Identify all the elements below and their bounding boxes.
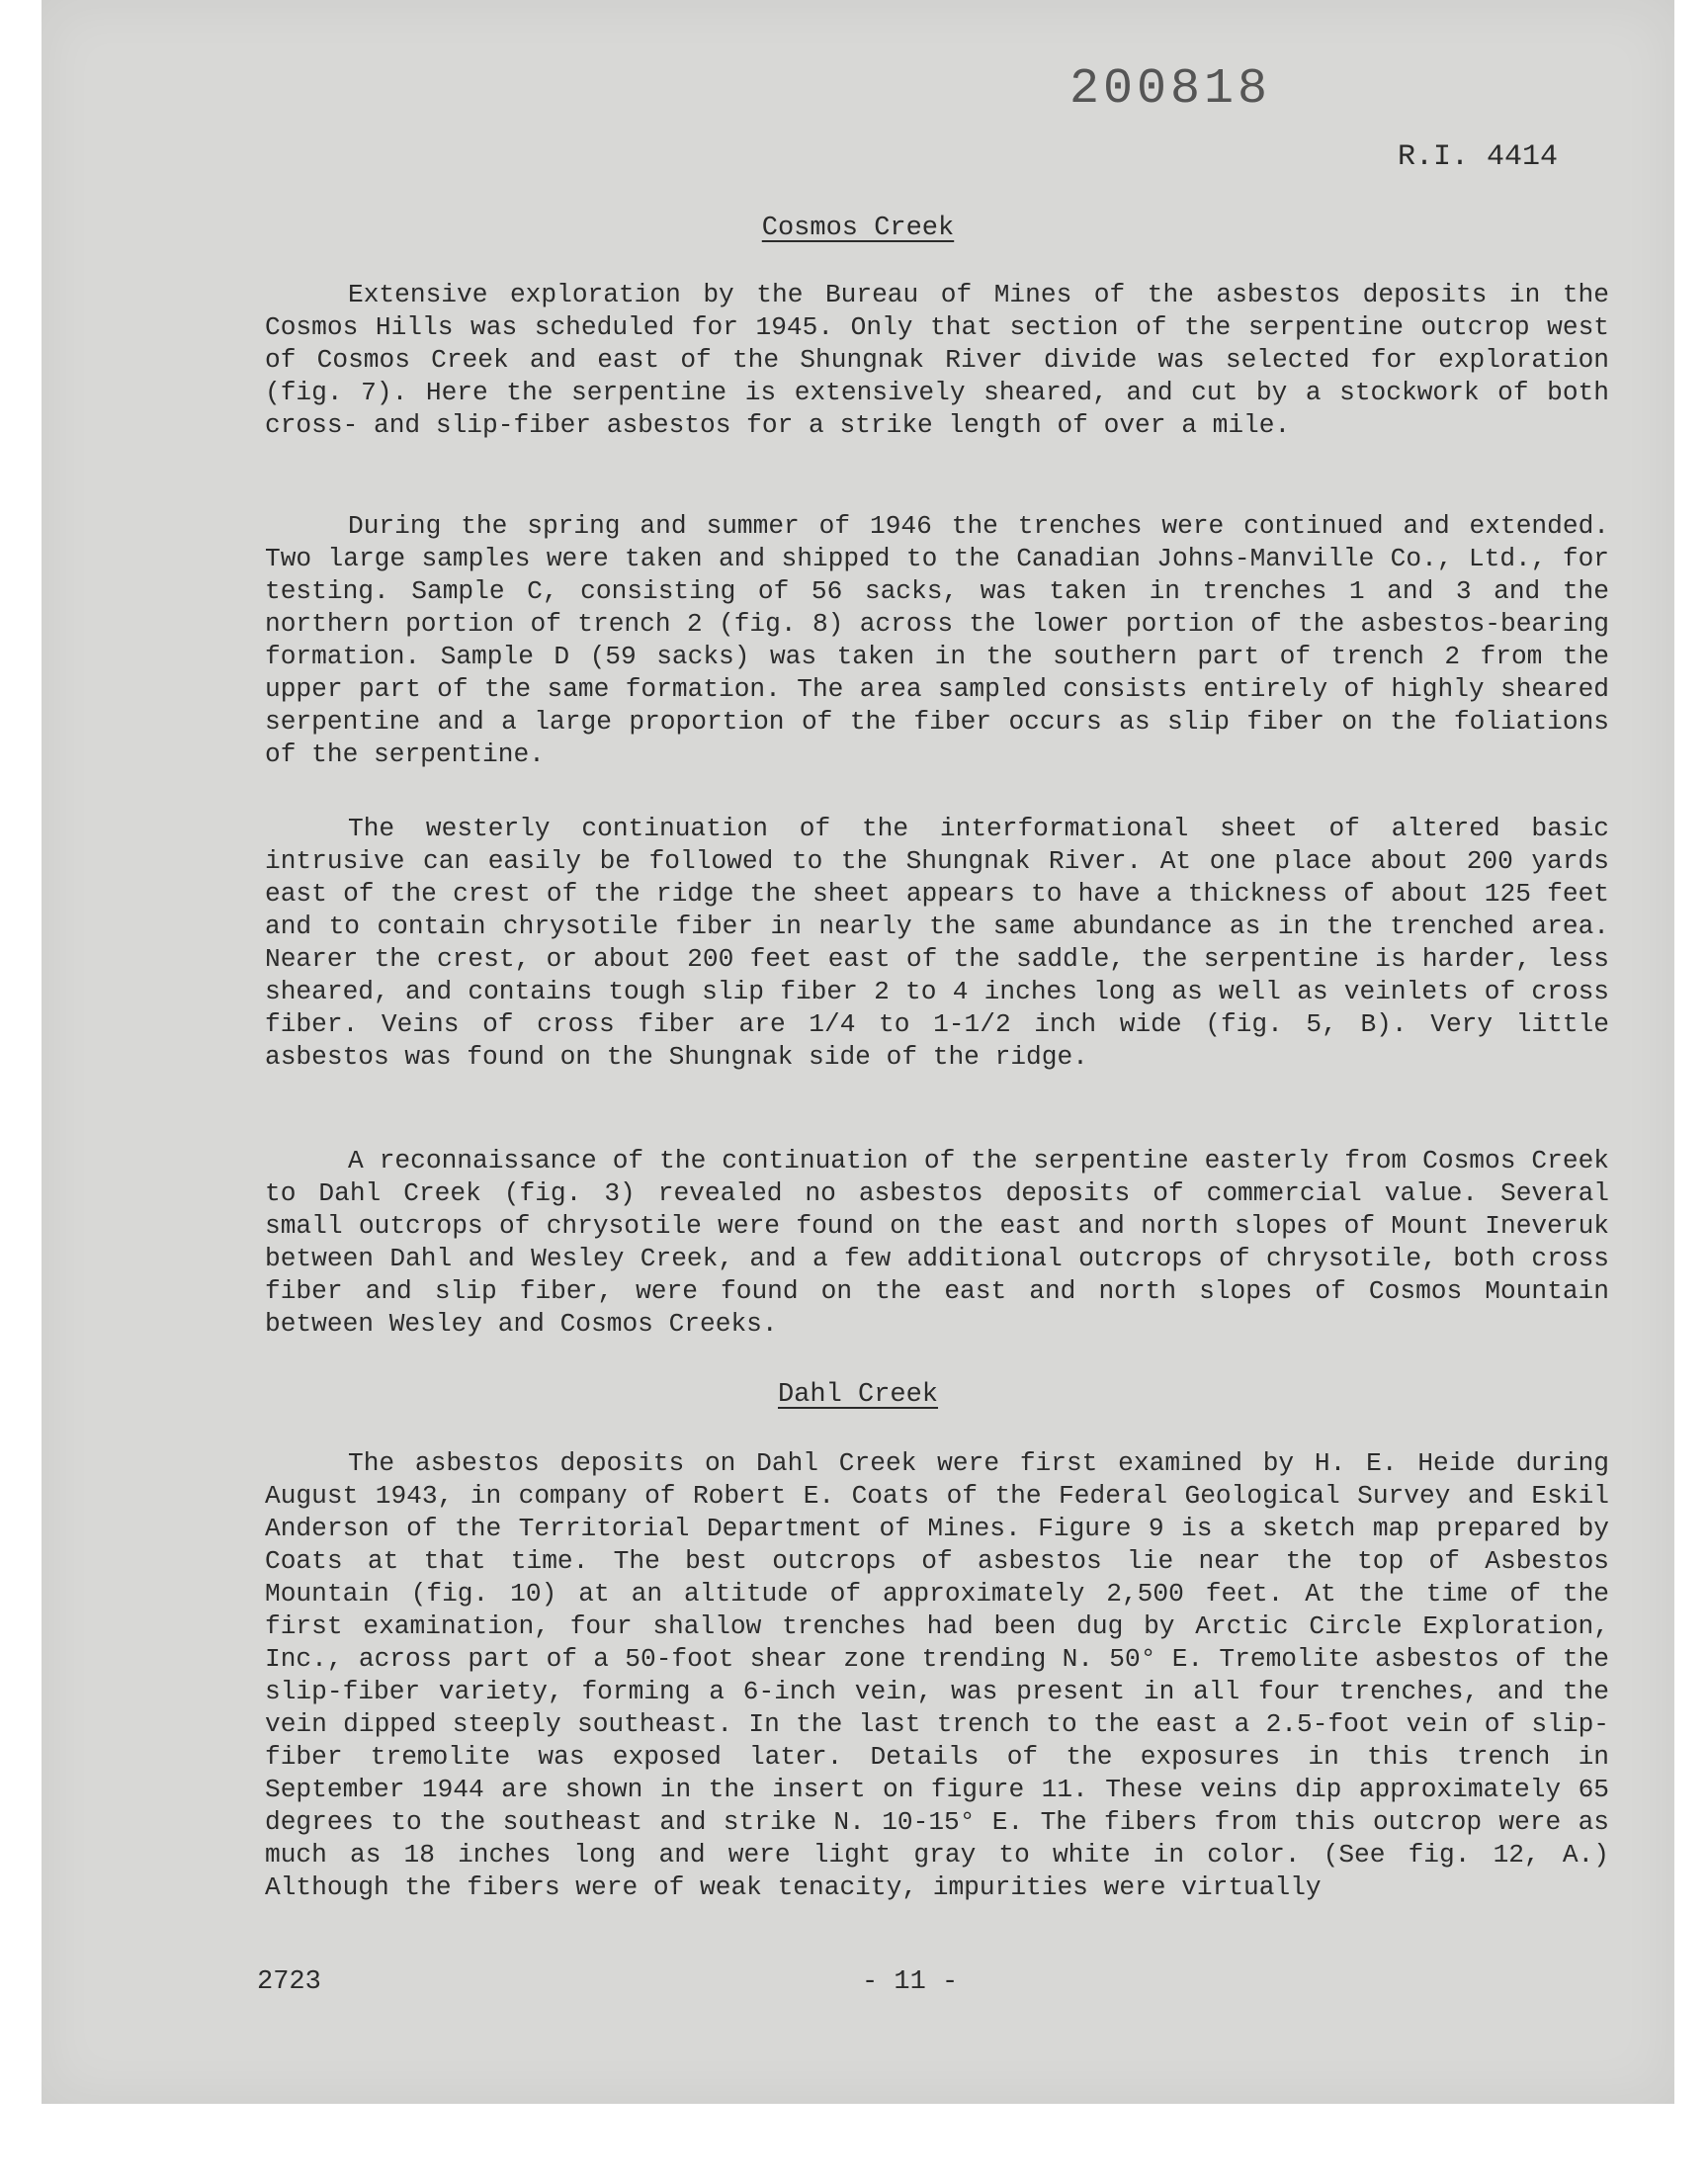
paragraph: A reconnaissance of the continuation of the serpentine easterly from Cosmos Creek to Dahl Creek (fig. 3) revealed no asbestos deposits of commercial value. Several small outcrops of chrysotile were found on the east and north slopes of Mount Ineveruk between Dahl and Wesley Creek, and a few additional outcrops of chrysotile, both cross fiber and slip fiber, were found on the east and north slopes of Cosmos Mountain between Wesley and Cosmos Creeks. — [265, 1146, 1609, 1339]
report-id: R.I. 4414 — [1398, 140, 1559, 174]
document-page — [42, 0, 1674, 2104]
paragraph: The asbestos deposits on Dahl Creek were first examined by H. E. Heide during August 1943, in company of Robert E. Coats of the Federal Geological Survey and Eskil Anderson of the Territorial Department of Mines. Figure 9 is a sketch map prepared by Coats at that time. The best outcrops of asbestos lie near the top of Asbestos Mountain (fig. 10) at an altitude of approximately 2,500 feet. At the time of the first examination, four shallow trenches had been dug by Arctic Circle Exploration, Inc., across part of a 50-foot shear zone trending N. 50° E. Tremolite asbestos of the slip-fiber variety, forming a 6-inch vein, was present in all four trenches, and the vein dipped steeply southeast. In the last trench to the east a 2.5-foot vein of slip-fiber tremolite was exposed later. Details of the exposures in this trench in September 1944 are shown in the insert on figure 11. These veins dip approximately 65 degrees to the southeast and strike N. 10-15° E. The fibers from this outcrop were as much as 18 inches long and were light gray to white in color. (See fig. 12, A.) Although the fibers were of weak tenacity, impurities were virtually — [265, 1448, 1609, 1902]
section-heading-dahl-creek: Dahl Creek — [777, 1380, 939, 1410]
section-heading-cosmos-creek: Cosmos Creek — [761, 214, 955, 243]
document-number: 2723 — [257, 1967, 321, 1997]
paragraph: During the spring and summer of 1946 the trenches were continued and extended. Two large samples were taken and shipped to the Canadian Johns-Manville Co., Ltd., for testing. Sample C, consisting of 56 sacks, was taken in trenches 1 and 3 and the northern portion of trench 2 (fig. 8) across the lower portion of the asbestos-bearing formation. Sample D (59 sacks) was taken in the southern part of trench 2 from the upper part of the same formation. The area sampled consists entirely of highly sheared serpentine and a large proportion of the fiber occurs as slip fiber on the foliations of the serpentine. — [265, 511, 1609, 769]
page-number: - 11 - — [862, 1967, 959, 1997]
paragraph: The westerly continuation of the interformational sheet of altered basic intrusive can easily be followed to the Shungnak River. At one place about 200 yards east of the crest of the ridge the sheet appears to have a thickness of about 125 feet and to contain chrysotile fiber in nearly the same abundance as in the trenched area. Nearer the crest, or about 200 feet east of the saddle, the serpentine is harder, less sheared, and contains tough slip fiber 2 to 4 inches long as well as veinlets of cross fiber. Veins of cross fiber are 1/4 to 1-1/2 inch wide (fig. 5, B). Very little asbestos was found on the Shungnak side of the ridge. — [265, 814, 1609, 1072]
paragraph: Extensive exploration by the Bureau of Mines of the asbestos deposits in the Cosmos Hills was scheduled for 1945. Only that section of the serpentine outcrop west of Cosmos Creek and east of the Shungnak River divide was selected for exploration (fig. 7). Here the serpentine is extensively sheared, and cut by a stockwork of both cross- and slip-fiber asbestos for a strike length of over a mile. — [265, 280, 1609, 440]
stamp-number: 200818 — [1069, 61, 1272, 118]
